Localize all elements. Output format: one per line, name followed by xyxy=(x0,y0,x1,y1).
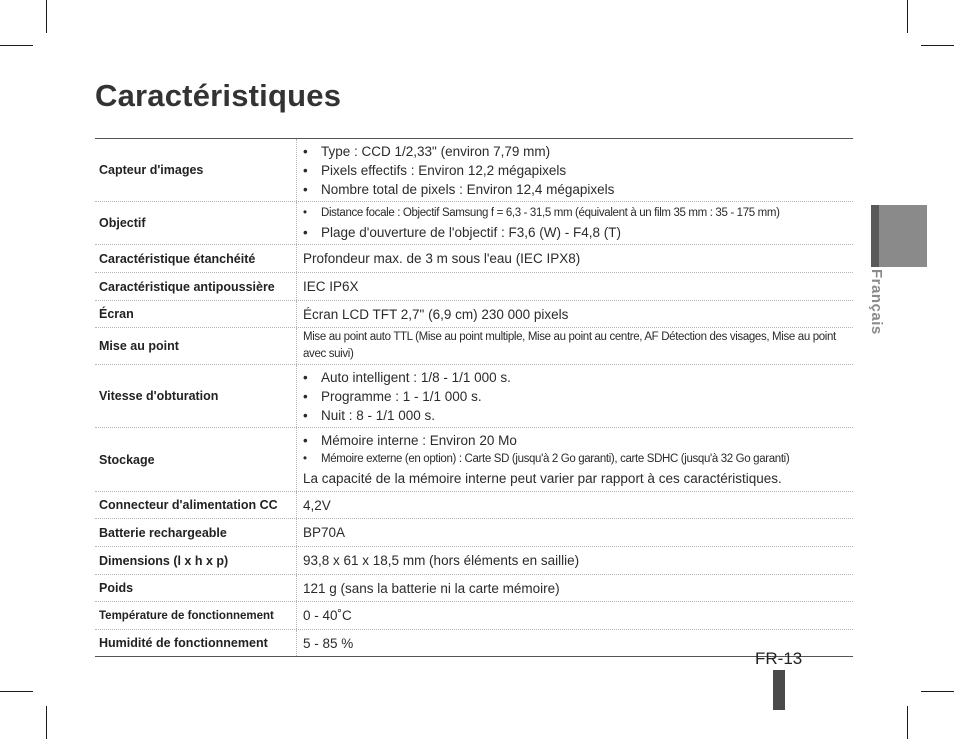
crop-mark-top-left-v xyxy=(46,0,47,33)
spec-value xyxy=(297,328,853,364)
spec-label: Objectif xyxy=(95,202,297,244)
spec-label: Stockage xyxy=(95,428,297,491)
spec-text: Écran LCD TFT 2,7" (6,9 cm) 230 000 pixels xyxy=(303,306,569,322)
spec-note: La capacité de la mémoire interne peut varier par rapport à ces caractéristiques. xyxy=(303,471,782,486)
crop-mark-bottom-left-h xyxy=(0,691,33,692)
spec-row-storage xyxy=(95,428,853,492)
spec-text: BP70A xyxy=(303,525,346,540)
crop-mark-bottom-right-h xyxy=(921,691,954,692)
spec-label: Connecteur d'alimentation CC xyxy=(95,492,297,518)
spec-bullet: • Type : CCD 1/2,33" (environ 7,79 mm) xyxy=(303,142,853,161)
spec-label: Humidité de fonctionnement xyxy=(95,630,297,656)
spec-value xyxy=(297,365,853,427)
spec-text: Mise au point auto TTL (Mise au point multiple, Mise au point au centre, AF Détection des visages, Mise au point avec suivi) xyxy=(303,331,836,360)
spec-value xyxy=(297,519,853,546)
spec-value xyxy=(297,245,853,272)
spec-label: Dimensions (l x h x p) xyxy=(95,547,297,574)
spec-label: Vitesse d'obturation xyxy=(95,365,297,427)
language-tab-label: Français xyxy=(868,269,885,335)
spec-text: Profondeur max. de 3 m sous l'eau (IEC IPX8) xyxy=(303,251,581,266)
crop-mark-top-left-h xyxy=(0,45,33,46)
spec-value xyxy=(297,547,853,574)
spec-value xyxy=(297,301,853,327)
spec-row-focus xyxy=(95,328,853,365)
spec-label: Caractéristique étanchéité xyxy=(95,245,297,272)
spec-row-dustproof xyxy=(95,273,853,301)
spec-bullet: • Plage d'ouverture de l'objectif : F3,6 (W) - F4,8 (T) xyxy=(303,223,853,242)
crop-mark-bottom-left-v xyxy=(46,706,47,739)
page-number: FR-13 xyxy=(755,649,803,668)
spec-row-screen xyxy=(95,301,853,328)
spec-row-waterproof xyxy=(95,245,853,273)
spec-value xyxy=(297,139,853,201)
spec-bullet: • Nombre total de pixels : Environ 12,4 mégapixels xyxy=(303,180,853,199)
spec-text: 121 g (sans la batterie ni la carte mémoire) xyxy=(303,580,560,596)
spec-bullet: • Auto intelligent : 1/8 - 1/1 000 s. xyxy=(303,368,853,387)
page-number-tab xyxy=(773,670,785,710)
spec-row-humidity xyxy=(95,630,853,656)
spec-value xyxy=(297,492,853,518)
spec-label: Température de fonctionnement xyxy=(95,602,297,629)
spec-value xyxy=(297,602,853,629)
spec-bullet: • Nuit : 8 - 1/1 000 s. xyxy=(303,406,853,425)
spec-row-lens xyxy=(95,202,853,245)
spec-row-sensor xyxy=(95,139,853,202)
spec-row-temperature xyxy=(95,602,853,630)
spec-text: 4,2V xyxy=(303,497,331,513)
crop-mark-top-right-v xyxy=(907,0,908,33)
spec-value xyxy=(297,575,853,601)
spec-row-battery xyxy=(95,519,853,547)
spec-value xyxy=(297,273,853,300)
spec-table xyxy=(95,138,853,657)
spec-text: 5 - 85 % xyxy=(303,635,354,651)
spec-value xyxy=(297,202,853,244)
spec-text: 0 - 40˚C xyxy=(303,608,352,623)
spec-bullet: • Pixels effectifs : Environ 12,2 mégapixels xyxy=(303,161,853,180)
crop-mark-bottom-right-v xyxy=(907,706,908,739)
spec-label: Capteur d'images xyxy=(95,139,297,201)
spec-label: Écran xyxy=(95,301,297,327)
spec-label: Caractéristique antipoussière xyxy=(95,273,297,300)
spec-row-power xyxy=(95,492,853,519)
spec-label: Batterie rechargeable xyxy=(95,519,297,546)
spec-bullet: • Mémoire externe (en option) : Carte SD (jusqu'à 2 Go garanti), carte SDHC (jusqu'à 32 Go garanti) xyxy=(303,450,853,469)
page-title: Caractéristiques xyxy=(95,78,342,113)
spec-bullet: • Distance focale : Objectif Samsung f = 6,3 - 31,5 mm (équivalent à un film 35 mm : 35 - 175 mm) xyxy=(303,204,853,223)
spec-value xyxy=(297,428,853,491)
spec-row-dimensions xyxy=(95,547,853,575)
spec-label: Mise au point xyxy=(95,328,297,364)
spec-text: IEC IP6X xyxy=(303,279,359,294)
crop-mark-top-right-h xyxy=(921,45,954,46)
spec-label: Poids xyxy=(95,575,297,601)
spec-bullet: • Mémoire interne : Environ 20 Mo xyxy=(303,431,853,450)
spec-text: 93,8 x 61 x 18,5 mm (hors éléments en saillie) xyxy=(303,553,580,568)
language-tab-accent xyxy=(871,205,879,267)
spec-bullet: • Programme : 1 - 1/1 000 s. xyxy=(303,387,853,406)
spec-row-shutter xyxy=(95,365,853,428)
language-tab-block xyxy=(871,205,927,267)
spec-row-weight xyxy=(95,575,853,602)
